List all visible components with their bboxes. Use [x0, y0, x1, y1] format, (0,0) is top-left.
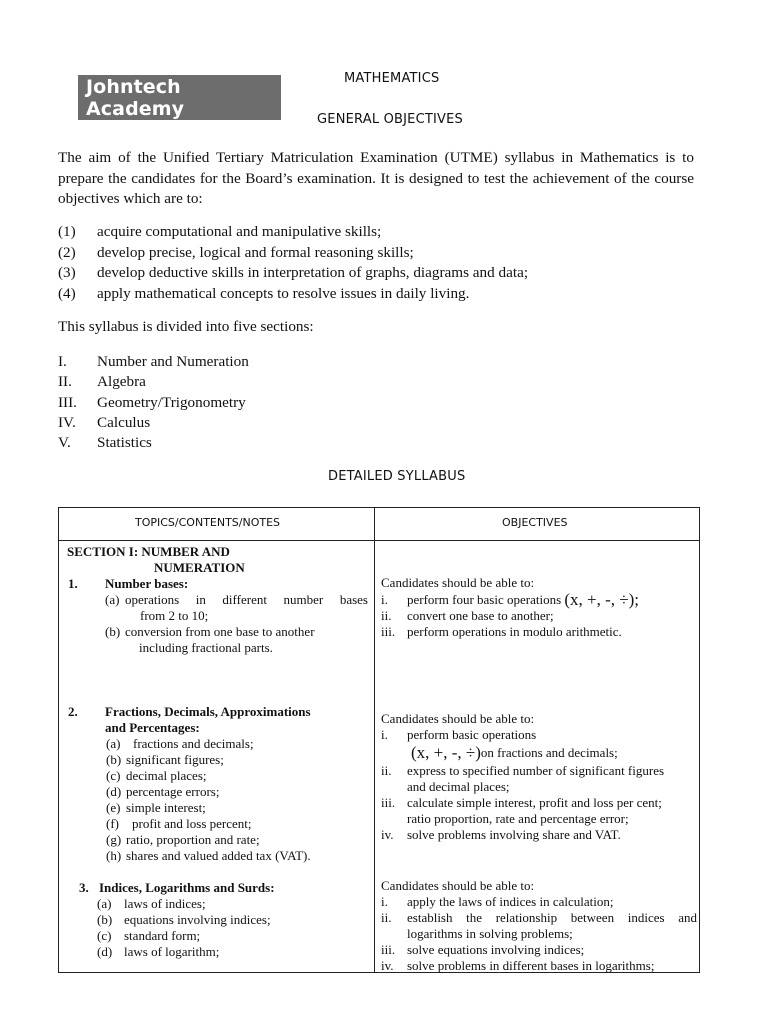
section-title — [67, 544, 245, 576]
section-number: II. — [58, 373, 72, 391]
item-text: fractions and decimals; — [133, 736, 254, 751]
topic-item — [97, 944, 369, 960]
topic-item — [106, 848, 368, 864]
objective-text: calculate simple interest, profit and loss per cent; — [407, 795, 662, 810]
item-text: conversion from one base to another — [125, 624, 315, 639]
column-header-topics: TOPICS/CONTENTS/NOTES — [135, 516, 281, 529]
objective-row — [381, 827, 697, 843]
objective-row — [381, 910, 697, 926]
objective-text: and decimal places; — [407, 779, 510, 794]
section-text: Geometry/Trigonometry — [97, 393, 246, 411]
topic-number: 3. — [79, 880, 89, 895]
topic-number-bases — [68, 576, 368, 656]
objective-text: logarithms in solving problems; — [407, 926, 573, 941]
item-letter: (d) — [97, 944, 113, 959]
objective-text: acquire computational and manipulative skills; — [97, 223, 382, 240]
intro-paragraph: The aim of the Unified Tertiary Matriculation Examination (UTME) syllabus in Mathematics is to prepare the candidates for the Board’s examination. It is designed to test the achievement of the course objectives which are to: — [58, 149, 694, 207]
item-letter: (b) — [105, 624, 121, 639]
section-item — [58, 393, 249, 413]
topic-item — [105, 640, 368, 656]
item-letter: (a) — [97, 896, 112, 911]
objective-numeral: iv. — [381, 958, 394, 973]
item-letter — [105, 608, 140, 624]
objective-numeral: iii. — [381, 942, 396, 957]
section-item — [58, 352, 249, 372]
section-text: Algebra — [97, 373, 146, 391]
objective-number: (2) — [58, 243, 76, 261]
item-text: equations involving indices; — [124, 912, 271, 927]
logo-text: Johntech Academy — [86, 75, 185, 120]
candidates-intro: Candidates should be able to: — [381, 711, 535, 726]
objective-text: apply mathematical concepts to resolve issues in daily living. — [97, 284, 470, 302]
objective-row — [381, 608, 697, 624]
objective-numeral: i. — [381, 727, 388, 742]
section-text: Statistics — [97, 434, 152, 452]
objective-row — [381, 958, 697, 974]
item-text: simple interest; — [126, 800, 206, 815]
objective-row — [381, 811, 697, 827]
objectives-list — [58, 222, 528, 304]
sections-intro: This syllabus is divided into five sections: — [58, 318, 314, 335]
section-item — [58, 372, 249, 392]
topic-item — [106, 816, 368, 832]
section-item — [58, 413, 249, 433]
objective-text: solve problems in different bases in logarithms; — [407, 958, 655, 973]
item-text: including fractional parts. — [139, 640, 273, 655]
topic-item — [106, 752, 368, 768]
objective-row — [381, 592, 697, 608]
item-text: standard form; — [124, 928, 201, 943]
objective-numeral — [381, 926, 407, 942]
section-number: V. — [58, 434, 71, 452]
section-item — [58, 433, 249, 453]
section-number: IV. — [58, 413, 76, 431]
objective-row — [381, 942, 697, 958]
objective-row — [381, 743, 697, 763]
topic-item — [105, 624, 368, 640]
topic-item — [97, 912, 369, 928]
general-objectives-heading: GENERAL OBJECTIVES — [317, 112, 464, 127]
column-divider — [374, 508, 375, 972]
objectives-indices — [381, 878, 697, 974]
objective-text: perform basic operations — [407, 727, 537, 742]
objective-row — [381, 624, 697, 640]
objective-number: (1) — [58, 223, 76, 240]
item-text: decimal places; — [126, 768, 207, 783]
item-letter: (b) — [97, 912, 113, 927]
objective-text: solve problems involving share and VAT. — [407, 827, 621, 842]
section-text: Calculus — [97, 413, 151, 431]
section-title-line: NUMERATION — [154, 560, 245, 575]
objective-text: express to specified number of significant figures — [407, 763, 665, 778]
topic-number: 2. — [68, 704, 78, 719]
item-letter: (a) — [105, 592, 120, 607]
objective-text: perform four basic operations — [407, 592, 562, 607]
detailed-syllabus-heading: DETAILED SYLLABUS — [328, 469, 466, 484]
item-letter: (e) — [106, 800, 121, 815]
objective-text: ratio proportion, rate and percentage error; — [407, 811, 629, 826]
item-text: laws of indices; — [124, 896, 206, 911]
topic-title: Fractions, Decimals, Approximations — [105, 704, 311, 719]
objective-number: (4) — [58, 284, 76, 302]
item-letter — [105, 640, 139, 656]
operation-symbols: (x, +, -, ÷) — [411, 743, 481, 762]
section-number: I. — [58, 353, 67, 370]
objective-item — [58, 263, 528, 284]
topic-item — [97, 896, 369, 912]
section-number: III. — [58, 393, 77, 411]
objective-row — [381, 894, 697, 910]
objective-numeral — [381, 811, 407, 827]
header-divider — [59, 540, 699, 541]
objective-text: apply the laws of indices in calculation; — [407, 894, 614, 909]
item-text: profit and loss percent; — [132, 816, 252, 831]
item-letter: (b) — [106, 752, 122, 767]
topic-number: 1. — [68, 576, 78, 591]
section-text: Number and Numeration — [97, 353, 249, 370]
objective-row — [381, 779, 697, 795]
sections-list — [58, 352, 249, 453]
objective-item — [58, 243, 528, 264]
objective-numeral: ii. — [381, 910, 392, 925]
objective-text: develop deductive skills in interpretation of graphs, diagrams and data; — [97, 264, 529, 281]
item-text: laws of logarithm; — [124, 944, 220, 959]
item-letter: (c) — [97, 928, 112, 943]
topic-item — [106, 800, 368, 816]
topic-item — [105, 592, 368, 608]
objective-text: establish the relationship between indices and — [407, 910, 697, 925]
objective-numeral: iii. — [381, 795, 396, 810]
objective-numeral: i. — [381, 894, 388, 909]
topic-title: Number bases: — [105, 576, 189, 591]
objectives-number-bases — [381, 575, 697, 640]
objective-text: solve equations involving indices; — [407, 942, 585, 957]
topic-indices — [79, 880, 369, 960]
subject-title: MATHEMATICS — [344, 71, 440, 86]
item-letter: (f) — [106, 816, 119, 831]
section-title-line: SECTION I: NUMBER AND — [67, 544, 230, 559]
item-text: from 2 to 10; — [140, 608, 209, 623]
objective-text: develop precise, logical and formal reasoning skills; — [97, 243, 414, 261]
item-text: percentage errors; — [126, 784, 220, 799]
item-letter: (h) — [106, 848, 122, 863]
objective-row — [381, 763, 697, 779]
operation-symbols: (x, +, -, ÷); — [564, 590, 640, 609]
topic-item — [97, 928, 369, 944]
objective-numeral: i. — [381, 592, 388, 607]
objective-item — [58, 222, 528, 243]
item-text: shares and valued added tax (VAT). — [126, 848, 311, 863]
item-letter: (a) — [106, 736, 121, 751]
syllabus-table — [58, 507, 700, 973]
objective-item — [58, 284, 528, 305]
objective-numeral — [381, 779, 407, 795]
topic-title: Indices, Logarithms and Surds: — [99, 880, 275, 895]
objective-row — [381, 727, 697, 743]
objective-numeral: ii. — [381, 763, 392, 778]
topic-item — [106, 768, 368, 784]
item-text: significant figures; — [126, 752, 224, 767]
item-letter: (g) — [106, 832, 122, 847]
topic-title-cont: and Percentages: — [105, 720, 200, 735]
objective-numeral: iv. — [381, 827, 394, 842]
topic-item — [106, 784, 368, 800]
objective-numeral: ii. — [381, 608, 392, 623]
objective-text: perform operations in modulo arithmetic. — [407, 624, 622, 639]
topic-item — [106, 736, 368, 752]
objective-row — [381, 795, 697, 811]
item-letter: (c) — [106, 768, 121, 783]
objective-text: on fractions and decimals; — [480, 745, 618, 760]
academy-logo — [78, 75, 281, 120]
topic-item — [106, 832, 368, 848]
item-letter: (d) — [106, 784, 122, 799]
item-text: operations in different number bases — [125, 592, 368, 607]
candidates-intro: Candidates should be able to: — [381, 575, 535, 590]
objective-text: convert one base to another; — [407, 608, 554, 623]
topic-fractions — [68, 704, 368, 864]
objective-row — [381, 926, 697, 942]
item-text: ratio, proportion and rate; — [126, 832, 260, 847]
objective-number: (3) — [58, 264, 76, 281]
column-header-objectives: OBJECTIVES — [502, 516, 568, 529]
topic-item — [105, 608, 368, 624]
candidates-intro: Candidates should be able to: — [381, 878, 535, 893]
objectives-fractions — [381, 711, 697, 843]
objective-numeral: iii. — [381, 624, 396, 639]
